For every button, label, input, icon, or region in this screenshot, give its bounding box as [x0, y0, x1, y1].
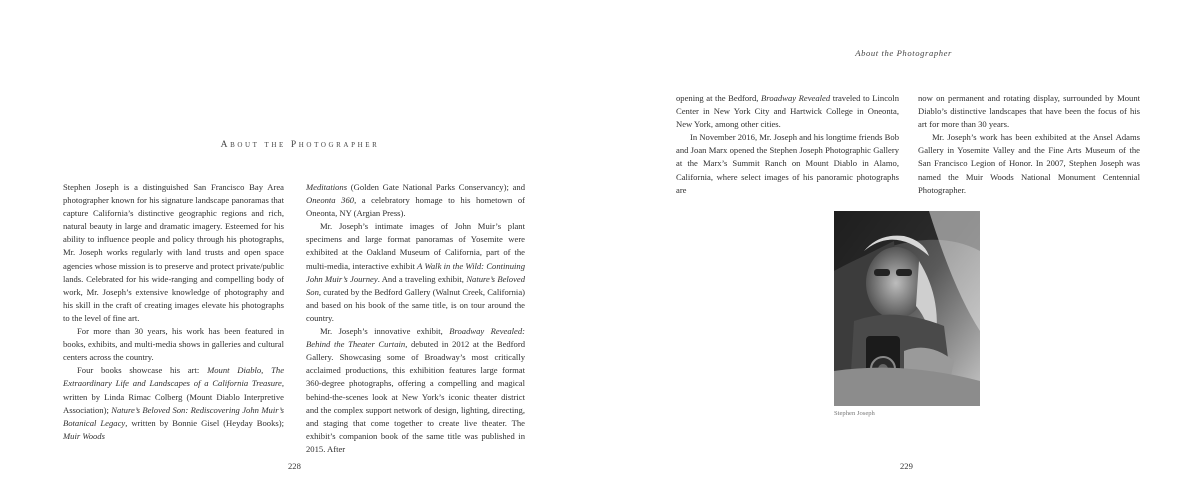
body-paragraph: [676, 92, 899, 131]
body-paragraph: [676, 131, 899, 196]
running-head: About the Photographer: [855, 48, 952, 58]
page-number-right: 229: [900, 461, 913, 471]
left-page-column-1: [63, 181, 284, 443]
paragraph-text: Mr. Joseph’s work has been exhibited at the Ansel Adams Gallery in Yosemite Valley and the Fine Arts Museum of the San Francisco Legion of Honor. In 2007, Stephen Joseph was named the Muir Woods National Monument Centennial Photographer.: [918, 132, 1140, 195]
italic-title-text: Broadway Revealed: [761, 93, 831, 103]
photo-caption: Stephen Joseph: [834, 410, 875, 417]
italic-title-text: Broadway Revealed: Behind the Theater Curtain: [306, 326, 525, 350]
paragraph-text: , curated by the Bedford Gallery (Walnut Creek, California) and based on his book of the same title, is on tour around the country.: [306, 286, 525, 323]
paragraph-text: (Golden Gate National Parks Conservancy); and: [347, 182, 525, 192]
portrait-photo-icon: [834, 211, 980, 406]
italic-title-text: Nature’s Beloved Son: Rediscovering John Muir’s Botanical Legacy: [63, 404, 284, 428]
italic-title-text: Meditations: [306, 182, 348, 192]
paragraph-text: opening at the Bedford,: [676, 93, 762, 103]
paragraph-text: , written by Bonnie Gisel (Heyday Books);: [125, 417, 284, 428]
paragraph-text: traveled to Lincoln Center in New York City and Hartwick College in Oneonta, New York, among other cities.: [676, 93, 899, 130]
right-page: [600, 0, 1200, 500]
italic-title-text: Nature’s Beloved Son: [306, 273, 525, 297]
paragraph-text: now on permanent and rotating display, surrounded by Mount Diablo’s distinctive landscapes that have been the focus of his art for more than 30 years.: [918, 93, 1140, 130]
body-paragraph: [63, 364, 284, 443]
italic-title-text: Muir Woods: [63, 430, 105, 441]
paragraph-text: Mr. Joseph’s innovative exhibit,: [320, 326, 450, 337]
left-page-column-2: [306, 181, 525, 456]
photographer-portrait: [834, 211, 980, 406]
paragraph-text: , debuted in 2012 at the Bedford Gallery. Showcasing some of Broadway’s most critically acclaimed productions, this exhibition features large format 360-degree photographs, offering a compelling and magical behind-the-scenes look at New York’s iconic theater district and the complex support network of design, lighting, directing, and staging that come together to create live theater. The exhibit’s companion book of the same title was published in 2015. After: [306, 339, 525, 454]
paragraph-text: In November 2016, Mr. Joseph and his longtime friends Bob and Joan Marx opened the Stephen Joseph Photographic Gallery at the Marx’s Summit Ranch on Mount Diablo in Alamo, California, where select images of his panoramic photographs are: [676, 132, 899, 195]
right-page-column-1: [676, 92, 899, 197]
section-title: About the Photographer: [220, 140, 380, 150]
paragraph-text: Four books showcase his art:: [77, 365, 208, 376]
italic-title-text: A Walk in the Wild: Continuing John Muir’s Journey: [306, 260, 525, 284]
page-number-left: 228: [288, 461, 301, 471]
body-paragraph: [63, 181, 284, 325]
body-paragraph: [63, 325, 284, 364]
paragraph-text: Stephen Joseph is a distinguished San Francisco Bay Area photographer known for his signature landscape panoramas that capture California’s distinctive geographic regions and rich, natural beauty in large and dramatic imagery. Esteemed for his ability to influence people and policy through his photographs, Mr. Joseph works regularly with land trusts and open space agencies whose mission is to preserve and protect private/public lands. Celebrated for his wide-ranging and compelling body of work, Mr. Joseph’s extensive knowledge of photography and his skill in the craft of creating images elevate his photographs to the level of fine art.: [63, 182, 284, 323]
paragraph-text: For more than 30 years, his work has been featured in books, exhibits, and multi-media shows in galleries and cultural centers across the country.: [63, 326, 284, 363]
right-page-column-2: [918, 92, 1140, 197]
body-paragraph: [918, 131, 1140, 196]
italic-title-text: Mount Diablo, The Extraordinary Life and Landscapes of a California Treasure: [63, 365, 285, 389]
paragraph-text: , written by Linda Rimac Colberg (Mount Diablo Interpretive Association);: [63, 378, 284, 415]
body-paragraph: [306, 181, 525, 220]
body-paragraph: [306, 220, 525, 325]
body-paragraph: [306, 325, 525, 456]
italic-title-text: Oneonta 360: [306, 195, 355, 206]
body-paragraph: [918, 92, 1140, 131]
paragraph-text: . And a traveling exhibit,: [377, 273, 467, 284]
paragraph-text: , a celebratory homage to his hometown of Oneonta, NY (Argian Press).: [306, 195, 525, 219]
paragraph-text: Mr. Joseph’s intimate images of John Muir’s plant specimens and large format panoramas of Yosemite were exhibited at the Oakland Museum of California, part of the multi-media, interactive exhibit: [306, 221, 525, 271]
